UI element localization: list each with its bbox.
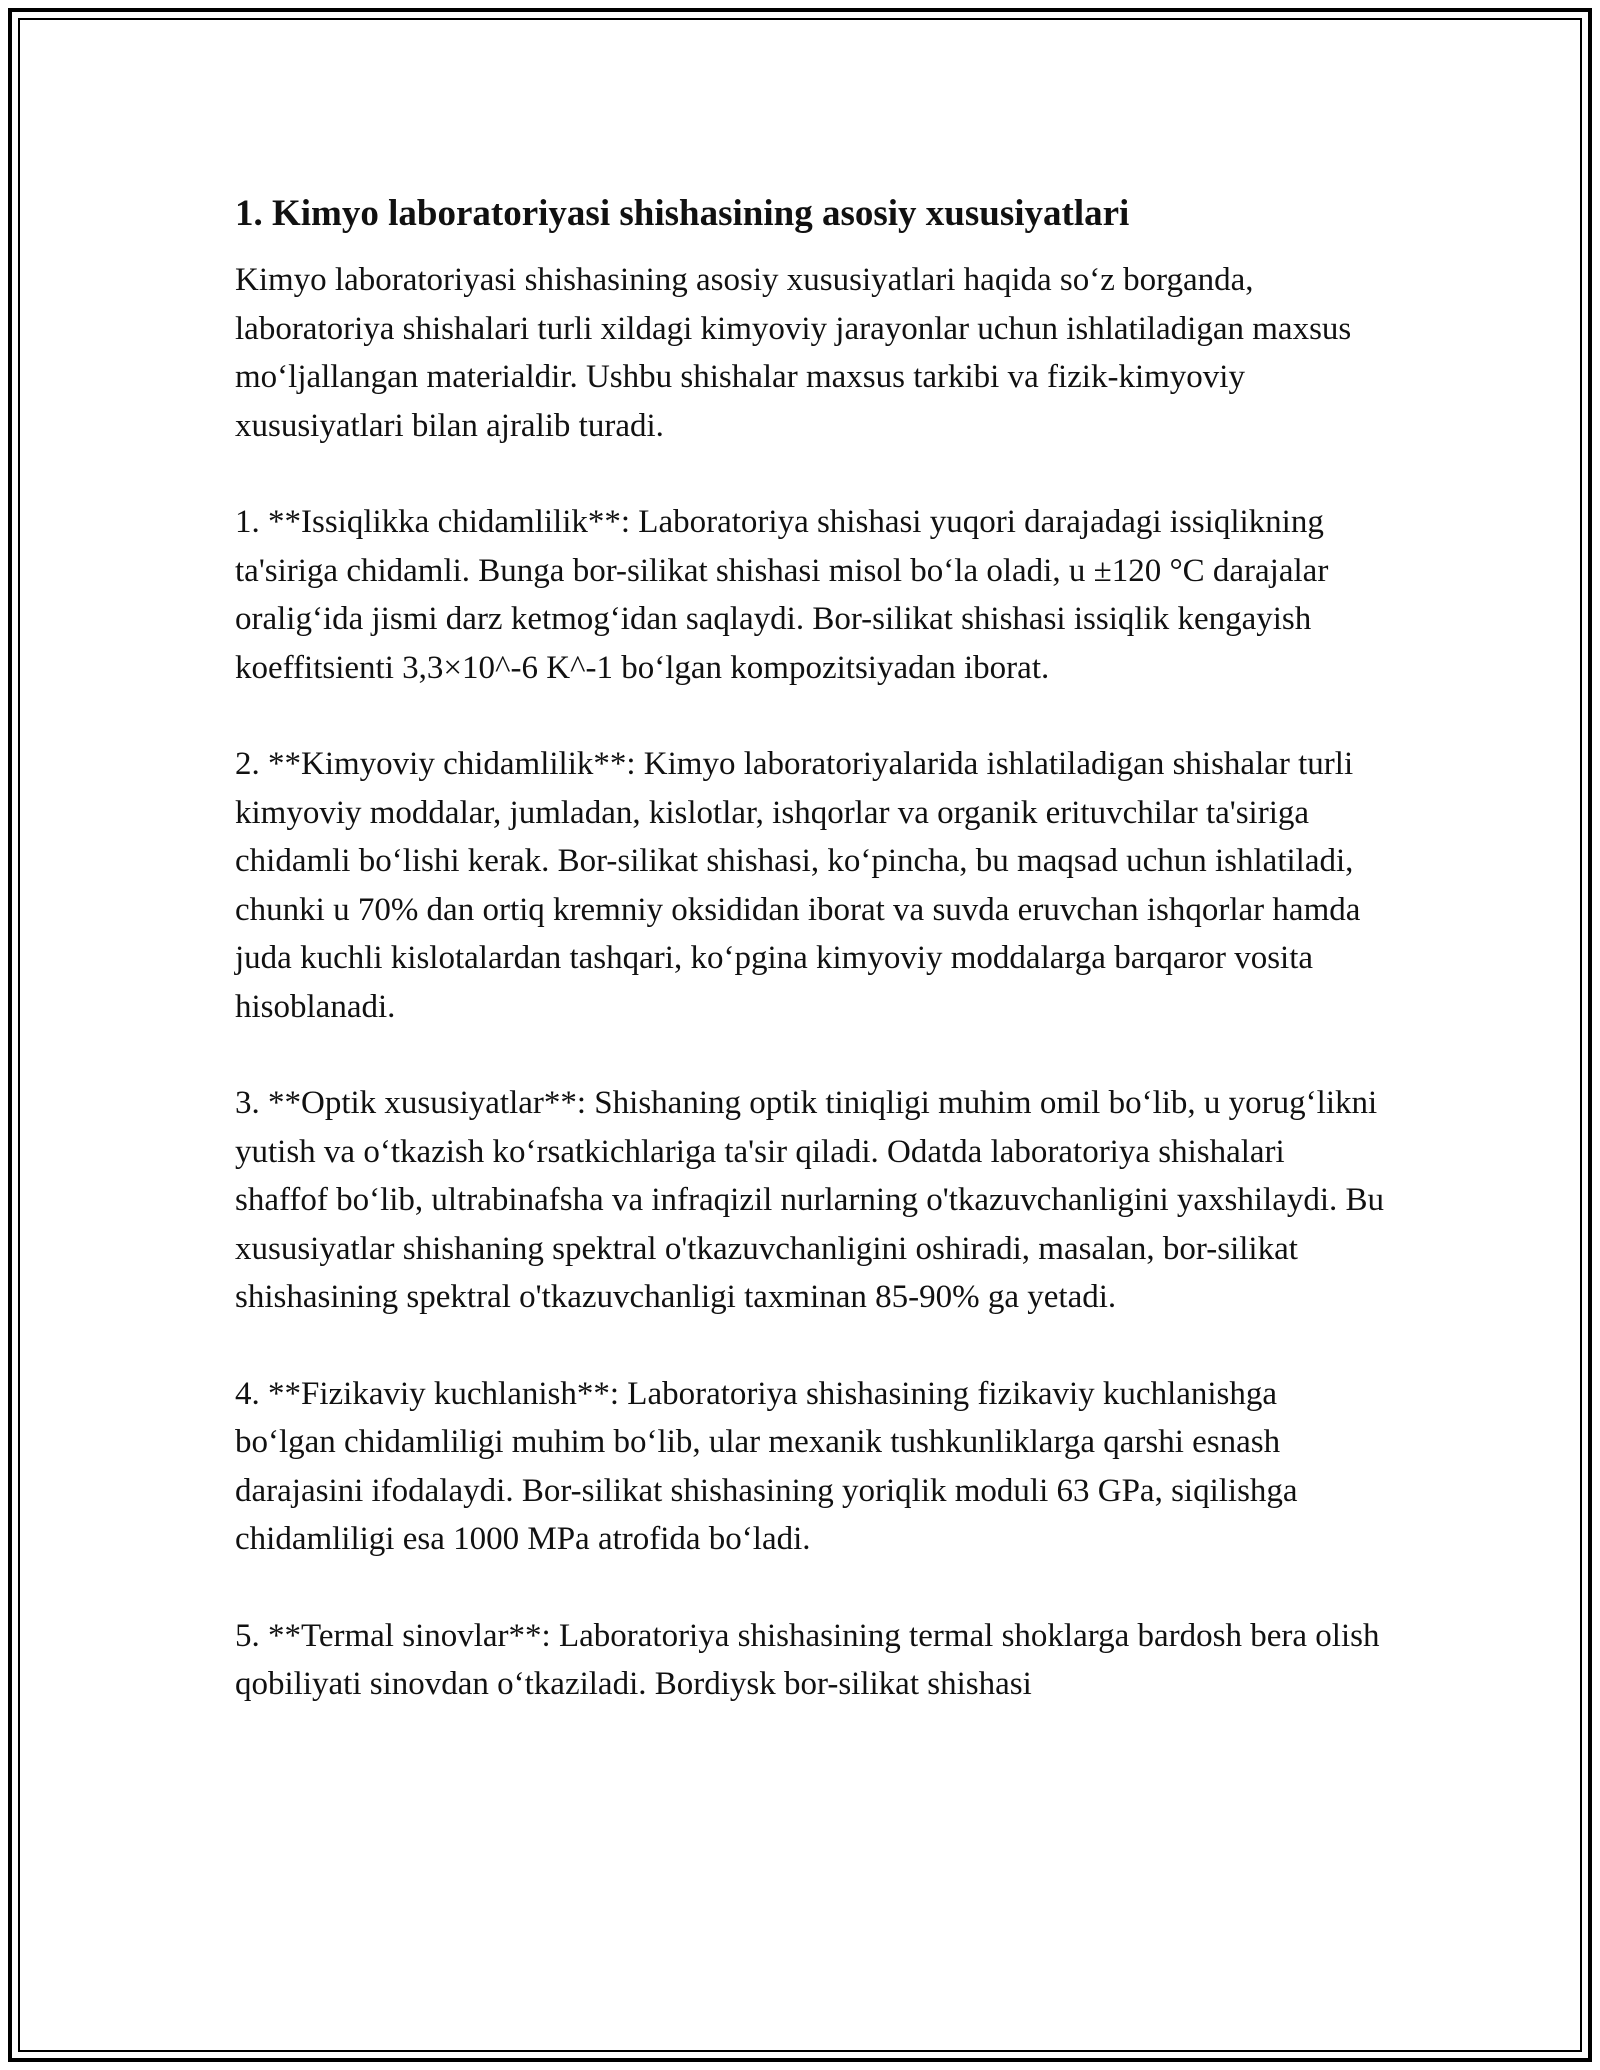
paragraph-physical-stress: 4. **Fizikaviy kuchlanish**: Laboratoriya shishasining fizikaviy kuchlanishga bo‘lgan chidamliligi muhim bo‘lib, ular mexanik tushkunliklarga qarshi esnash darajasini ifodalaydi. Bor-silikat shishasining yoriqlik moduli 63 GPa, siqilishga chidamliligi esa 1000 MPa atrofida bo‘ladi. bbox=[235, 1375, 1298, 1557]
document-body bbox=[235, 186, 1385, 1709]
paragraph-intro: Kimyo laboratoriyasi shishasining asosiy xususiyatlari haqida so‘z borganda, laboratoriya shishalari turli xildagi kimyoviy jarayonlar uchun ishlatiladigan maxsus mo‘ljallangan materialdir. Ushbu shishalar maxsus tarkibi va fizik-kimyoviy xususiyatlari bilan ajralib turadi. bbox=[235, 262, 1352, 444]
paragraph-thermal-tests: 5. **Termal sinovlar**: Laboratoriya shishasining termal shoklarga bardosh bera olish qobiliyati sinovdan o‘tkaziladi. Bordiysk bor-silikat shishasi bbox=[235, 1617, 1380, 1702]
paragraph-chemical-resistance: 2. **Kimyoviy chidamlilik**: Kimyo laboratoriyalarida ishlatiladigan shishalar turli kimyoviy moddalar, jumladan, kislotlar, ishqorlar va organik erituvchilar ta'siriga chidamli bo‘lishi kerak. Bor-silikat shishasi, ko‘pincha, bu maqsad uchun ishlatiladi, chunki u 70% dan ortiq kremniy oksididan iborat va suvda eruvchan ishqorlar hamda juda kuchli kislotalardan tashqari, ko‘pgina kimyoviy moddalarga barqaror vosita hisoblanadi. bbox=[235, 746, 1361, 1025]
paragraph-heat-resistance: 1. **Issiqlikka chidamlilik**: Laboratoriya shishasi yuqori darajadagi issiqlikning ta'siriga chidamli. Bunga bor-silikat shishasi misol bo‘la oladi, u ±120 °C darajalar oralig‘ida jismi darz ketmog‘idan saqlaydi. Bor-silikat shishasi issiqlik kengayish koeffitsienti 3,3×10^-6 K^-1 bo‘lgan kompozitsiyadan iborat. bbox=[235, 504, 1329, 686]
paragraph-optical-properties: 3. **Optik xususiyatlar**: Shishaning optik tiniqligi muhim omil bo‘lib, u yorug‘likni yutish va o‘tkazish ko‘rsatkichlariga ta'sir qiladi. Odatda laboratoriya shishalari shaffof bo‘lib, ultrabinafsha va infraqizil nurlarning o'tkazuvchanligini yaxshilaydi. Bu xususiyatlar shishaning spektral o'tkazuvchanligini oshiradi, masalan, bor-silikat shishasining spektral o'tkazuvchanligi taxminan 85-90% ga yetadi. bbox=[235, 1085, 1385, 1315]
document-title: 1. Kimyo laboratoriyasi shishasining asosiy xususiyatlari bbox=[235, 193, 1130, 234]
